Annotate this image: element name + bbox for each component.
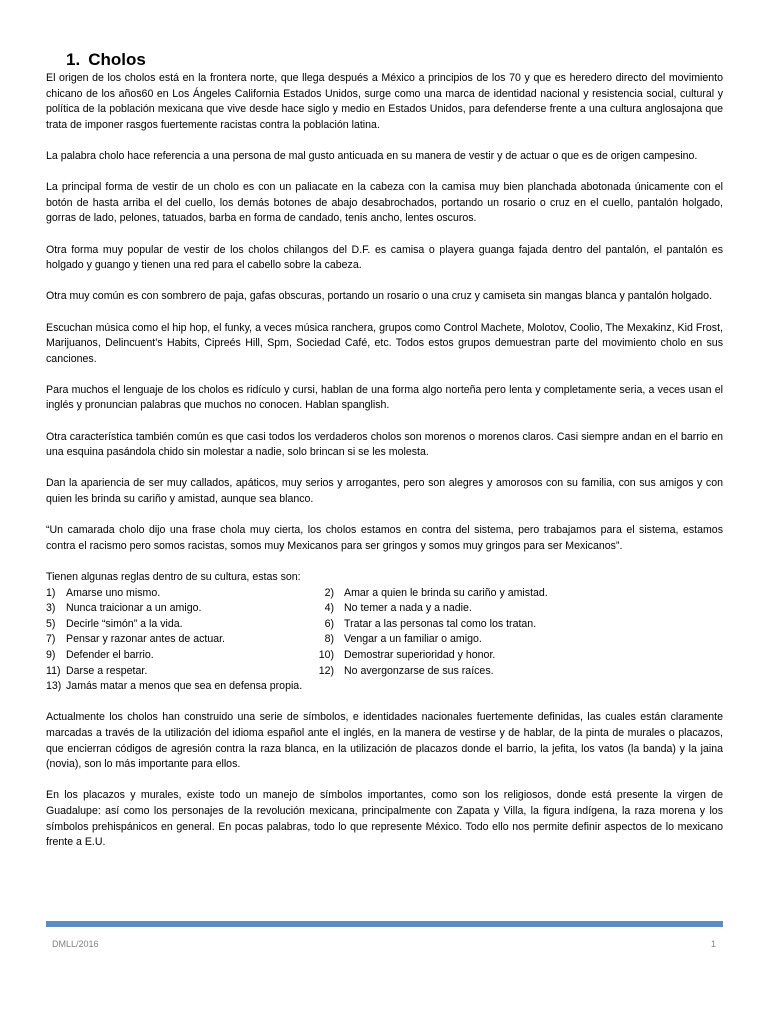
rule-row — [46, 586, 723, 602]
rule-text: Pensar y razonar antes de actuar. — [66, 633, 225, 646]
rule-row — [46, 632, 723, 648]
rule-row — [46, 617, 723, 633]
rule-text: Decirle “simón” a la vida. — [66, 617, 183, 630]
rule-row — [46, 648, 723, 664]
paragraph: Escuchan música como el hip hop, el funky, a veces música ranchera, grupos como Control Machete, Molotov, Coolio, The Mexakinz, Kid Frost, Marijuanos, Delincuent’s Habits, Cipreés Hill, Spm, Sociedad Café, etc. Todos estos grupos demuestran parte del movimiento cholo en sus canciones. — [46, 321, 723, 365]
rule-number: 7) — [46, 633, 56, 646]
paragraph: Para muchos el lenguaje de los cholos es ridículo y cursi, hablan de una forma algo norteña pero lenta y completamente seria, a veces usan el inglés y pronuncian palabras que muchos no conocen. Hablan spanglish. — [46, 383, 723, 412]
rule-text: No temer a nada y a nadie. — [344, 602, 472, 615]
rule-text: Tratar a las personas tal como los tratan. — [344, 617, 537, 630]
rule-number: 5) — [46, 617, 56, 630]
section-heading — [66, 50, 723, 70]
paragraph: La principal forma de vestir de un cholo es con un paliacate en la cabeza con la camisa muy bien planchada abotonada únicamente con el botón de hasta arriba el del cuello, los demás botones de abajo desabrochados, portando un rosario o cruz en el cuello, pantalón holgado, gorras de lado, pelones, tatuados, barba en forma de candado, tenis ancho, lentes oscuros. — [46, 181, 723, 225]
paragraph: La palabra cholo hace referencia a una persona de mal gusto anticuada en su manera de vestir y de actuar o que es de origen campesino. — [46, 149, 698, 162]
rule-number: 11) — [46, 664, 61, 677]
rules-list — [46, 586, 723, 695]
rule-number: 6) — [324, 617, 334, 630]
paragraph: Otra forma muy popular de vestir de los cholos chilangos del D.F. es camisa o playera guanga fajada dentro del pantalón, el pantalón es holgado y guango y tienen una red para el cabello sobre la cabeza. — [46, 243, 723, 272]
rule-text: Amarse uno mismo. — [66, 586, 161, 599]
footer-label: DMLL/2016 — [52, 939, 99, 949]
rule-text: Jamás matar a menos que sea en defensa propia. — [66, 680, 303, 693]
rule-number: 8) — [324, 633, 334, 646]
rule-row — [46, 664, 723, 680]
rule-number: 1) — [46, 586, 56, 599]
paragraph: En los placazos y murales, existe todo un manejo de símbolos importantes, como son los religiosos, donde está presente la virgen de Guadalupe: así como los personajes de la revolución mexicana, principalmente con Zapata y Villa, la figura indígena, la raza morena y los símbolos prehispánicos en general. En pocas palabras, todo lo que represente México. Todo ello nos permite definir aspectos de lo mexicano frente a E.U. — [46, 789, 723, 849]
rule-text: Demostrar superioridad y honor. — [344, 648, 496, 661]
section-number: 1. — [66, 50, 81, 69]
rule-number: 10) — [318, 648, 334, 661]
rule-number: 13) — [46, 680, 62, 693]
paragraph: Otra muy común es con sombrero de paja, gafas obscuras, portando un rosario o una cruz y camiseta sin mangas blanca y pantalón holgado. — [46, 290, 713, 303]
rule-number: 2) — [324, 586, 334, 599]
rule-text: Vengar a un familiar o amigo. — [344, 633, 482, 646]
page-number: 1 — [710, 939, 716, 949]
rule-text: No avergonzarse de sus raíces. — [344, 664, 494, 677]
rule-row — [46, 601, 723, 617]
paragraph: Otra característica también común es que casi todos los verdaderos cholos son morenos o morenos claros. Casi siempre andan en el barrio en una esquina pasándola chido sin molestar a nadie, solo brincan si se les molesta. — [46, 430, 723, 459]
rule-number: 3) — [46, 602, 56, 615]
section-title: Cholos — [88, 50, 146, 69]
rule-number: 9) — [46, 648, 56, 661]
paragraph: Dan la apariencia de ser muy callados, apáticos, muy serios y arrogantes, pero son alegres y amorosos con su familia, con sus amigos y con quien les brinda su cariño y amistad, aunque sea blanco. — [46, 477, 723, 506]
footer-divider — [46, 921, 723, 927]
rule-number: 12) — [318, 664, 334, 677]
rule-text: Amar a quien le brinda su cariño y amistad. — [344, 586, 548, 599]
document-page — [46, 50, 723, 866]
rule-text: Defender el barrio. — [66, 648, 154, 661]
rule-row — [46, 679, 723, 695]
rule-text: Nunca traicionar a un amigo. — [66, 602, 202, 615]
paragraph: El origen de los cholos está en la frontera norte, que llega después a México a principios de los 70 y que es heredero directo del movimiento chicano de los años60 en Los Ángeles California Estados Unidos, surge como una marca de identidad nacional y resistencia social, cultural y política de la población mexicana que vive desde hace siglo y medio en Estados Unidos, para defenderse frente a una cultura anglosajona que trata de imponer rasgos fuertemente racistas contra la población latina. — [46, 72, 723, 131]
rule-text: Darse a respetar. — [66, 664, 148, 677]
rule-number: 4) — [324, 602, 334, 615]
paragraph: Actualmente los cholos han construido una serie de símbolos, e identidades nacionales fuertemente definidas, las cuales están claramente marcadas a través de la utilización del idioma español ante el inglés, en la manera de vestirse y de hablar, de la pinta de murales o placazos, que encierran códigos de agresión contra la raza blanca, en la utilización de placazos donde el barrio, la jefita, los vatos (la banda) y la jaina (novia), son lo más importante para ellos. — [46, 711, 723, 771]
rules-intro: Tienen algunas reglas dentro de su cultura, estas son: — [46, 571, 301, 583]
quote-paragraph: “Un camarada cholo dijo una frase chola muy cierta, los cholos estamos en contra del sistema, pero trabajamos para el sistema, estamos contra el racismo pero somos racistas, somos muy Mexicanos para ser gringos y somos muy gringos para ser Mexicanos”. — [46, 524, 723, 552]
